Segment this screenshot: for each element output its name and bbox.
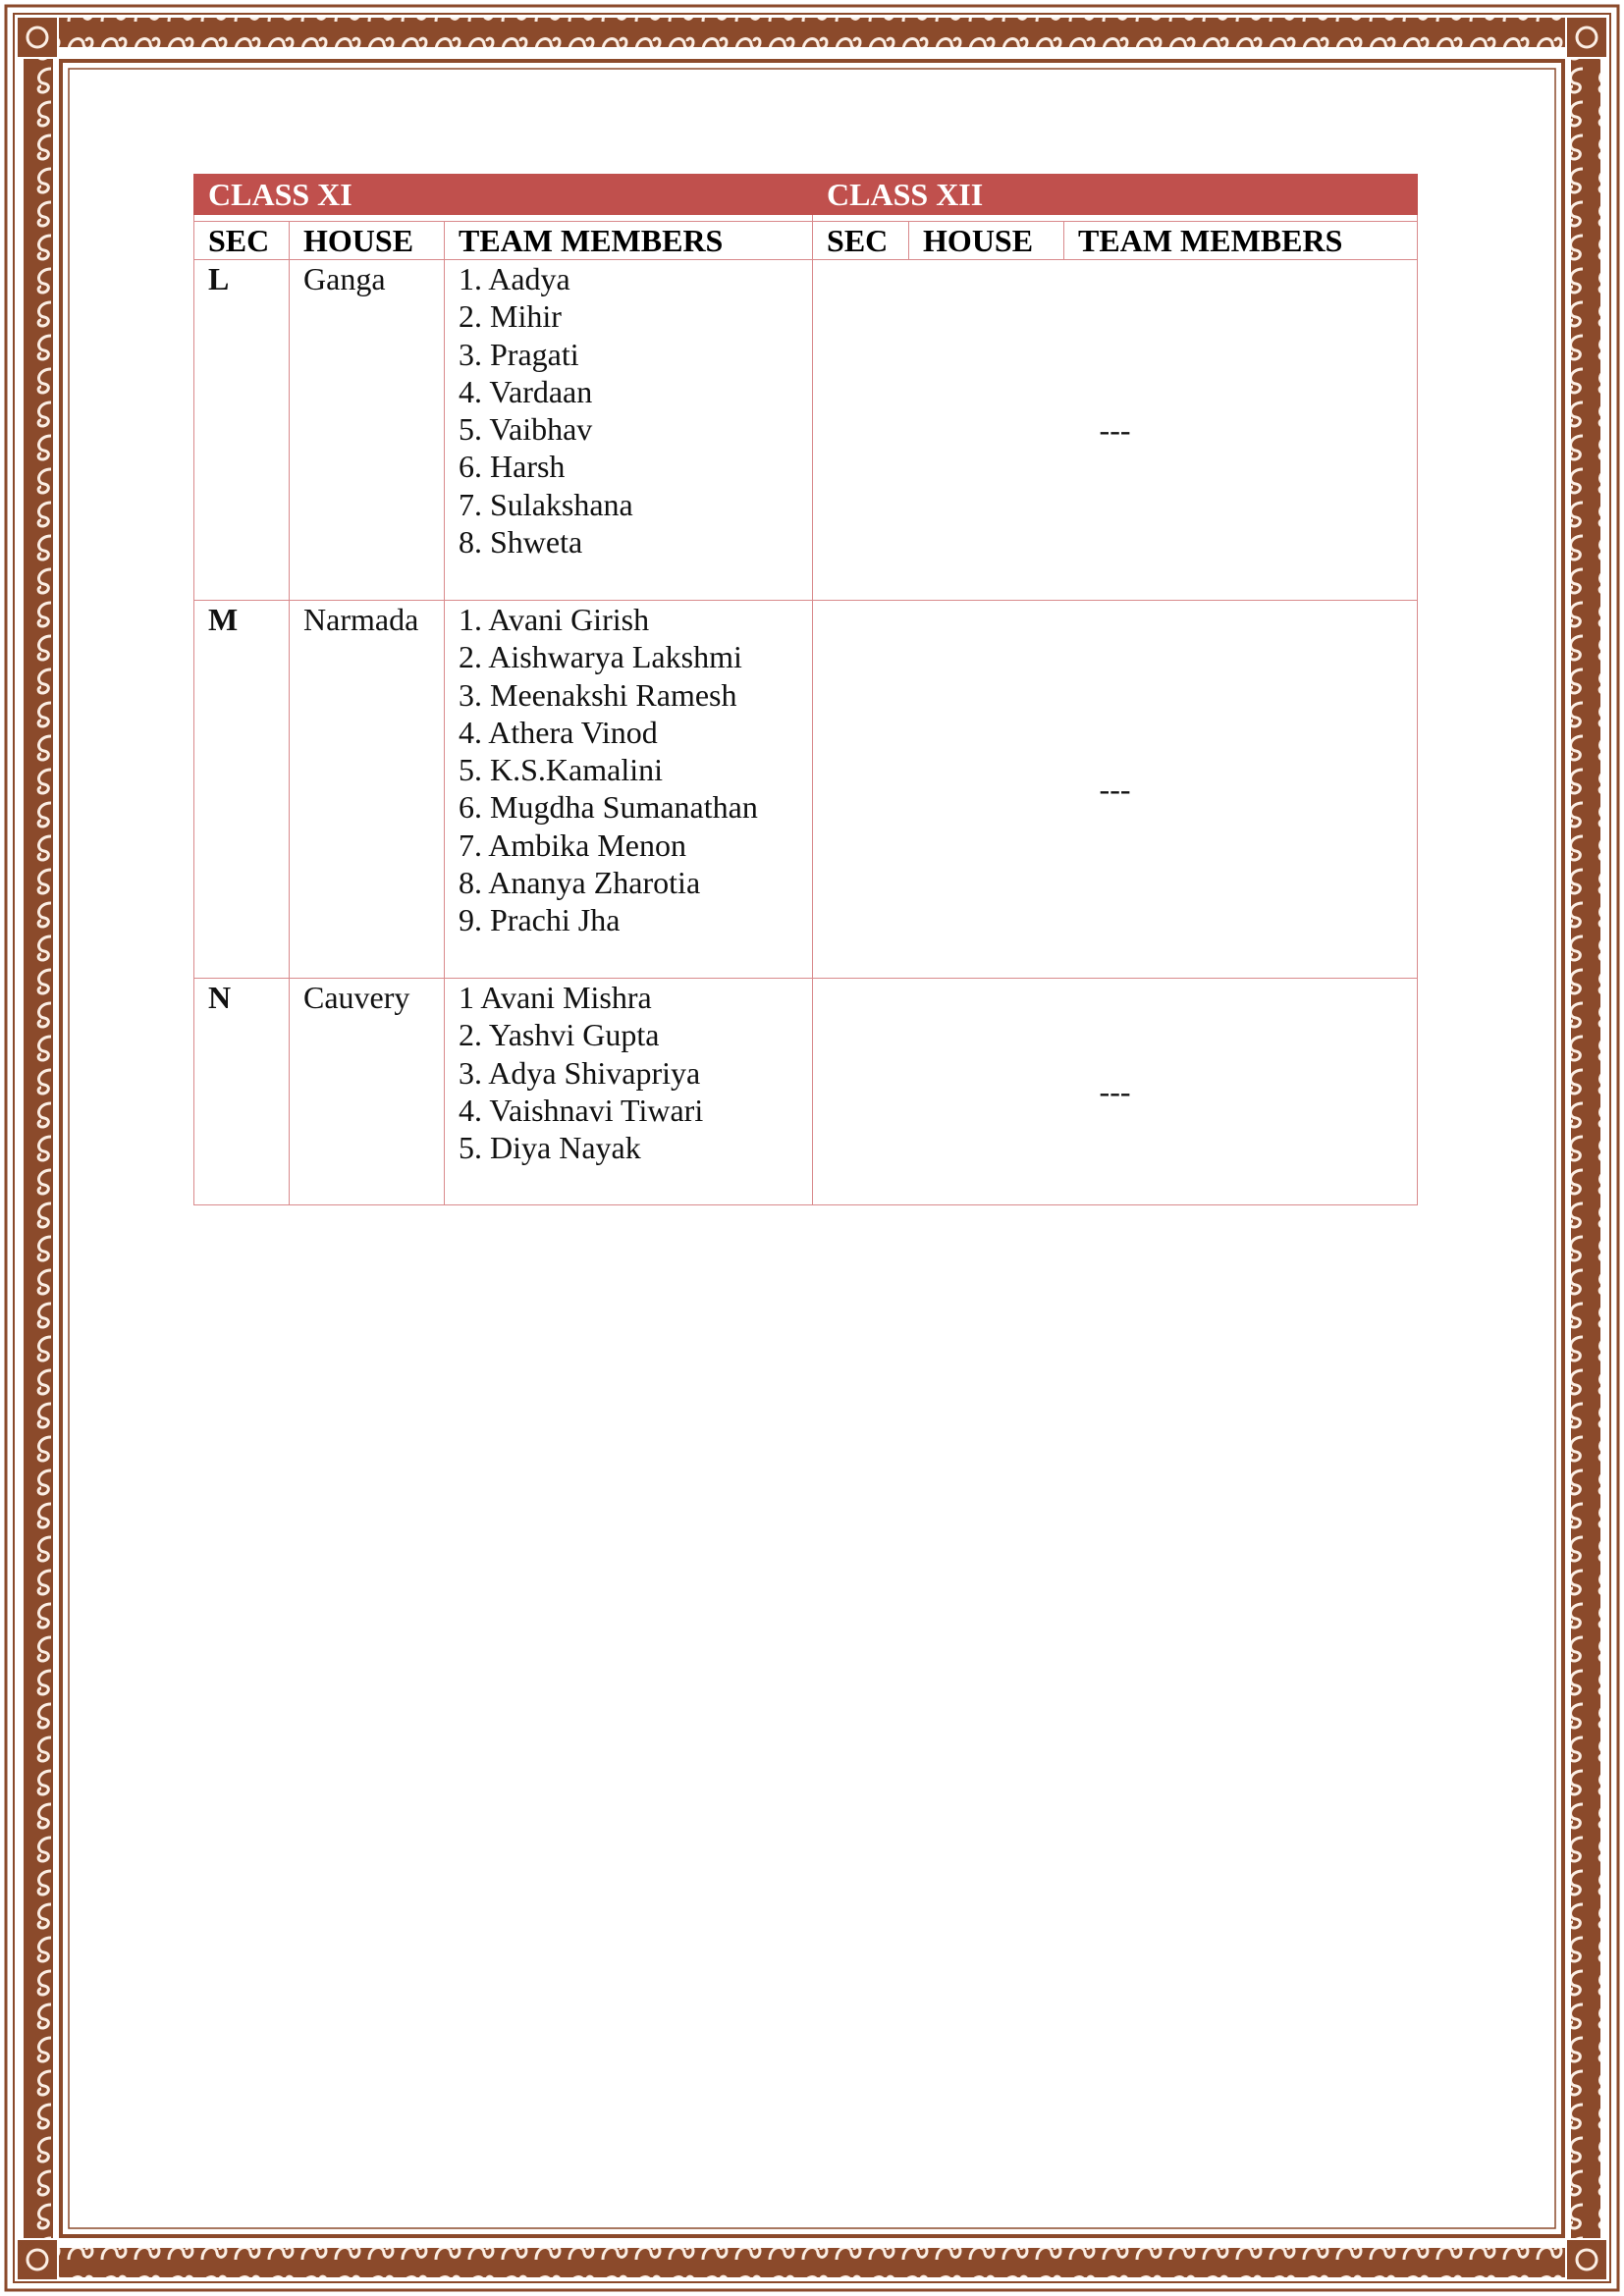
team-table-container	[193, 174, 1417, 1205]
list-item: 1. Avani Girish	[459, 602, 650, 637]
section-cell: N	[194, 979, 290, 1205]
members-cell	[445, 601, 813, 979]
class-xii-empty-cell: ---	[813, 601, 1418, 979]
table-row	[194, 979, 1418, 1205]
list-item: 1 Avani Mishra	[459, 980, 652, 1015]
house-cell: Cauvery	[290, 979, 445, 1205]
list-item: 4. Athera Vinod	[459, 714, 658, 750]
members-cell	[445, 260, 813, 601]
section-cell: L	[194, 260, 290, 601]
list-item: 3. Meenakshi Ramesh	[459, 676, 737, 713]
list-item: 8. Shweta	[459, 524, 583, 561]
list-item: 6. Mugdha Sumanathan	[459, 789, 758, 826]
list-item: 2. Mihir	[459, 298, 562, 335]
column-header-row	[194, 222, 1418, 260]
column-header-house: HOUSE	[290, 222, 445, 260]
column-header-team-members: TEAM MEMBERS	[445, 222, 813, 260]
member-list	[459, 260, 798, 561]
list-item: 3. Adya Shivapriya	[459, 1054, 701, 1091]
house-cell: Ganga	[290, 260, 445, 601]
list-item: 7. Ambika Menon	[459, 827, 686, 863]
column-header-sec: SEC	[194, 222, 290, 260]
list-item: 3. Pragati	[459, 336, 579, 372]
list-item: 1. Aadya	[459, 261, 570, 296]
table-row	[194, 260, 1418, 601]
class-xii-heading: CLASS XII	[813, 175, 1418, 215]
class-xii-empty-cell: ---	[813, 979, 1418, 1205]
house-cell: Narmada	[290, 601, 445, 979]
column-header-team-members-xii: TEAM MEMBERS	[1064, 222, 1418, 260]
class-header-row	[194, 175, 1418, 215]
list-item: 7. Sulakshana	[459, 486, 633, 522]
list-item: 4. Vaishnavi Tiwari	[459, 1092, 704, 1128]
list-item: 2. Aishwarya Lakshmi	[459, 639, 742, 675]
list-item: 5. Diya Nayak	[459, 1130, 641, 1166]
list-item: 9. Prachi Jha	[459, 902, 621, 938]
members-cell	[445, 979, 813, 1205]
member-list	[459, 601, 798, 939]
header-spacer-row	[194, 215, 1418, 222]
list-item: 5. Vaibhav	[459, 411, 593, 448]
column-header-sec-xii: SEC	[813, 222, 909, 260]
list-item: 5. K.S.Kamalini	[459, 752, 663, 788]
class-xi-heading: CLASS XI	[194, 175, 813, 215]
member-list	[459, 979, 798, 1166]
list-item: 4. Vardaan	[459, 373, 593, 409]
column-header-house-xii: HOUSE	[909, 222, 1064, 260]
list-item: 6. Harsh	[459, 449, 566, 485]
team-members-table	[193, 174, 1418, 1205]
section-cell: M	[194, 601, 290, 979]
list-item: 2. Yashvi Gupta	[459, 1017, 660, 1053]
table-row	[194, 601, 1418, 979]
list-item: 8. Ananya Zharotia	[459, 865, 701, 901]
class-xii-empty-cell: ---	[813, 260, 1418, 601]
